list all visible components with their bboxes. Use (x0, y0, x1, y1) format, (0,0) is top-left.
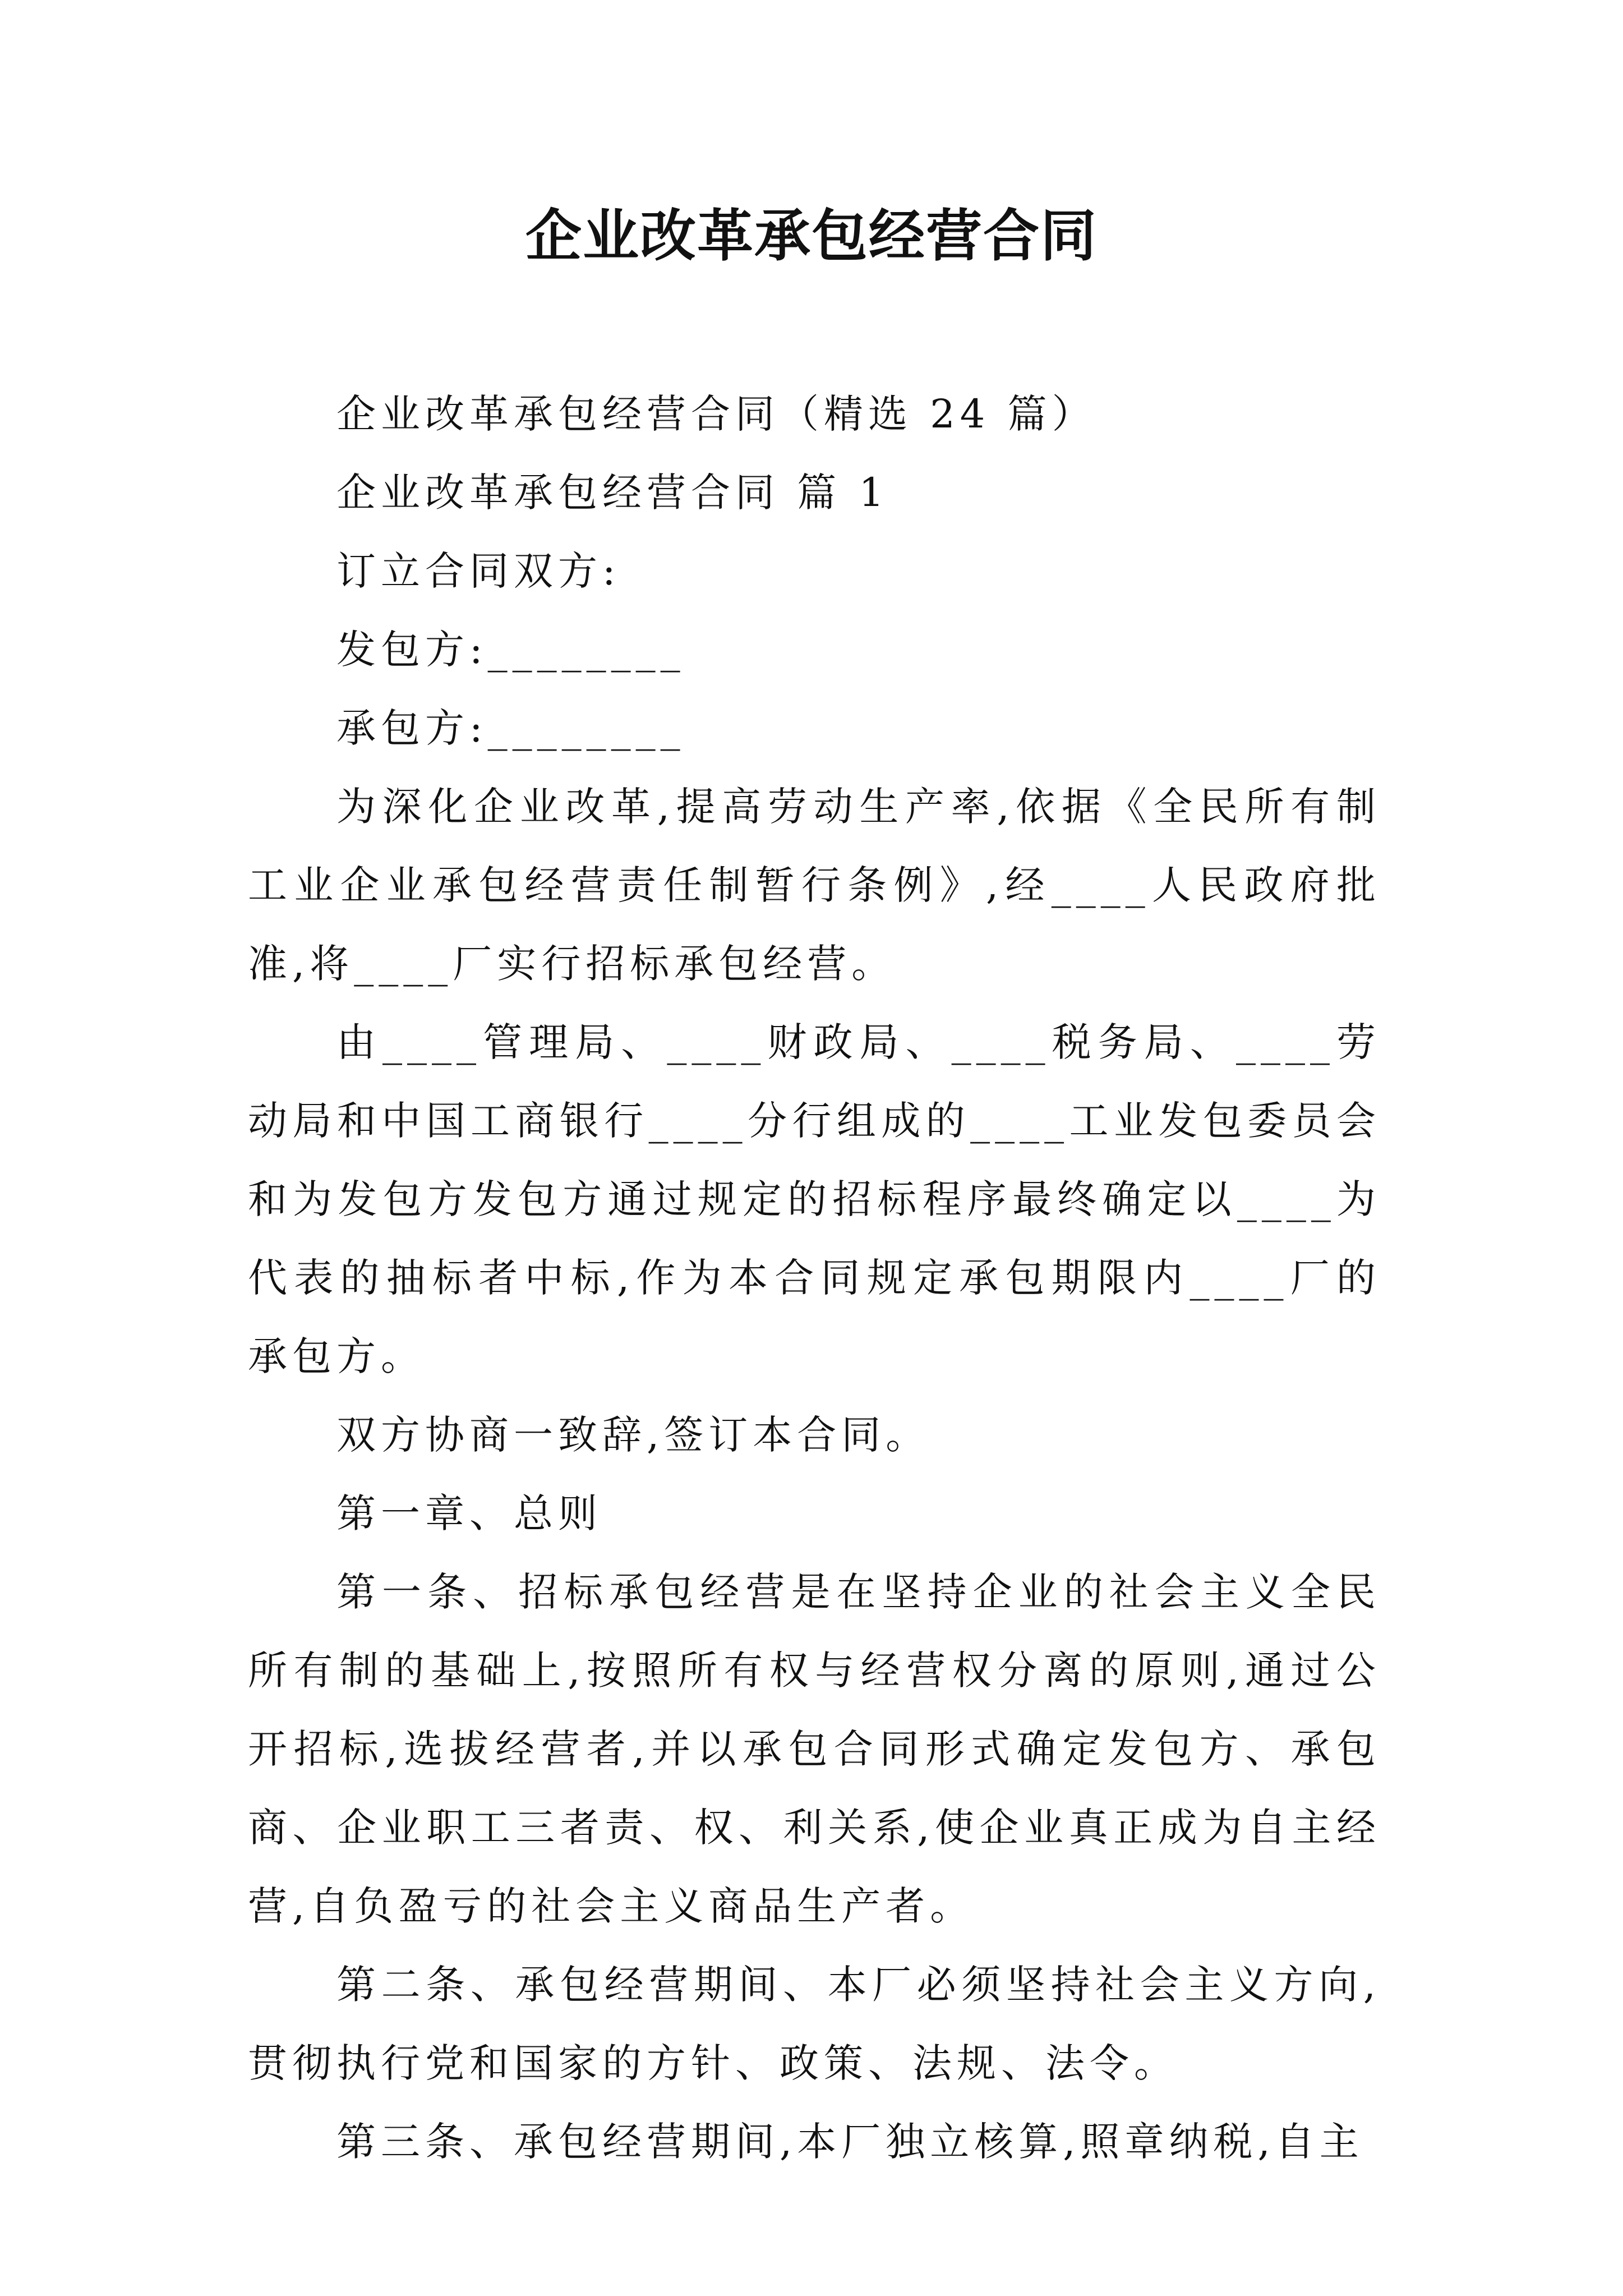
paragraph-party-a: 发包方:________ (336, 627, 685, 673)
document-body (248, 375, 1381, 2181)
paragraph-party-b: 承包方:________ (336, 705, 685, 751)
paragraph-parties-label: 订立合同双方: (336, 548, 621, 594)
paragraph-chapter-heading: 第一章、总则 (336, 1490, 602, 1536)
paragraph-section-heading: 企业改革承包经营合同 篇 1 (336, 470, 889, 516)
document-title: 企业改革承包经营合同 (525, 203, 1098, 269)
paragraph-article-2: 第二条、承包经营期间、本厂必须坚持社会主义方向,贯彻执行党和国家的方针、政策、法规、法令。 (248, 1962, 1381, 2086)
paragraph-committee: 由____管理局、____财政局、____税务局、____劳动局和中国工商银行____分行组成的____工业发包委员会和为发包方发包方通过规定的招标程序最终确定以____为代表的抽标者中标,作为本合同规定承包期限内____厂的承包方。 (248, 1019, 1381, 1379)
paragraph-subtitle: 企业改革承包经营合同（精选 24 篇） (336, 391, 1096, 437)
paragraph-agreement: 双方协商一致辞,签订本合同。 (336, 1412, 930, 1458)
paragraph-article-3: 第三条、承包经营期间,本厂独立核算,照章纳税,自主 (336, 2119, 1364, 2165)
paragraph-article-1: 第一条、招标承包经营是在坚持企业的社会主义全民所有制的基础上,按照所有权与经营权分离的原则,通过公开招标,选拔经营者,并以承包合同形式确定发包方、承包商、企业职工三者责、权、利关系,使企业真正成为自主经营,自负盈亏的社会主义商品生产者。 (248, 1569, 1381, 1929)
paragraph-preamble: 为深化企业改革,提高劳动生产率,依据《全民所有制工业企业承包经营责任制暂行条例》,经____人民政府批准,将____厂实行招标承包经营。 (248, 784, 1381, 987)
